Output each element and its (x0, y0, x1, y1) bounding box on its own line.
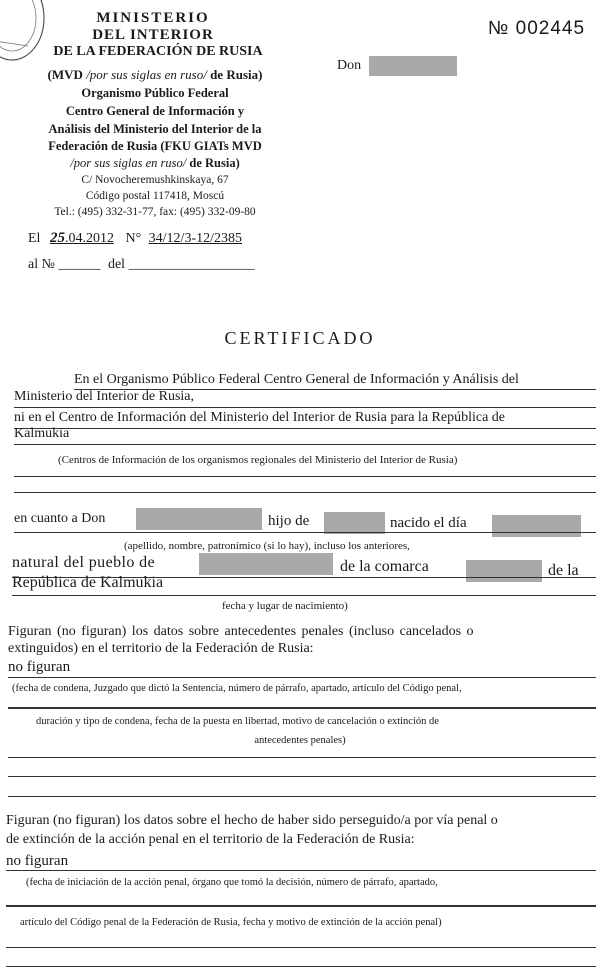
address-line3: Tel.: (495) 332-31-77, fax: (495) 332-09-80 (54, 206, 256, 218)
native-label: natural del pueblo de (12, 554, 156, 571)
address-line1: C/ Novocheremushkinskaya, 67 (81, 174, 229, 186)
org-statement-line4: Kalmukia (14, 426, 70, 441)
org-line3: Análisis del Ministerio del Interior de la (48, 122, 262, 136)
person-caption: (apellido, nombre, patronímico (si lo hay), incluso los anteriores, (124, 540, 410, 552)
de-la-label: de la (548, 562, 579, 579)
reference-row: al № ______ del __________________ (28, 257, 255, 272)
birth-date-redaction (492, 515, 581, 537)
ministry-name-line1: MINISTERIO (96, 10, 210, 26)
org-line1: Organismo Público Federal (81, 86, 229, 100)
records-question-line1: Figuran (no figuran) los datos sobre antecedentes penales (incluso cancelados o (8, 624, 474, 639)
son-of-label: hijo de (268, 513, 310, 529)
records-caption2: duración y tipo de condena, fecha de la puesta en libertad, motivo de cancelación o extinción de (36, 716, 439, 727)
org-caption: (Centros de Información de los organismos regionales del Ministerio del Interior de Rusia) (58, 454, 458, 466)
org-statement-line3: ni en el Centro de Información del Ministerio del Interior de Rusia para la República de (14, 410, 506, 425)
org-statement-line1: En el Organismo Público Federal Centro General de Información y Análisis del (74, 372, 519, 387)
republic-label: República de Kalmukia (12, 574, 164, 591)
ministry-name-line2: DEL INTERIOR (92, 27, 214, 43)
ministry-name-line3: DE LA FEDERACIÓN DE RUSIA (53, 44, 263, 59)
org-statement-line2: Ministerio del Interior de Rusia, (14, 389, 195, 404)
records-caption1: (fecha de condena, Juzgado que dictó la Sentencia, número de párrafo, apartado, artículo del Código penal, (12, 683, 462, 694)
district-label: de la comarca (340, 558, 429, 575)
prosecution-caption2: artículo del Código penal de la Federación de Rusia, fecha y motivo de extinción de la acción penal) (20, 917, 442, 928)
page-title: CERTIFICADO (224, 328, 376, 348)
issue-date-row: El 25.04.2012 N° 34/12/3-12/2385 (28, 230, 243, 246)
records-question-line2: extinguidos) en el territorio de la Federación de Rusia: (8, 641, 314, 656)
prosecution-caption1: (fecha de iniciación de la acción penal, órgano que tomó la decisión, número de párrafo, apartado, (26, 877, 438, 888)
prosecution-question-line1: Figuran (no figuran) los datos sobre el hecho de haber sido perseguido/a por vía penal o (6, 813, 498, 828)
prosecution-answer: no figuran (6, 853, 69, 869)
ministry-acronym: (MVD /por sus siglas en ruso/ de Rusia) (47, 67, 263, 82)
org-line2: Centro General de Información y (65, 104, 245, 118)
address-line2: Código postal 117418, Moscú (85, 190, 225, 202)
addressee-label: Don (337, 58, 362, 73)
person-name-redaction (136, 508, 262, 530)
org-line5: /por sus siglas en ruso/ de Rusia) (70, 156, 240, 170)
document-number: № 002445 (488, 18, 586, 39)
district-redaction (466, 560, 542, 582)
born-label: nacido el día (390, 515, 467, 531)
records-caption3: antecedentes penales) (254, 735, 346, 746)
person-label: en cuanto a Don (14, 511, 106, 526)
org-line4: Federación de Rusia (FKU GIATs MVD (48, 139, 262, 153)
birth-caption: fecha y lugar de nacimiento) (222, 600, 348, 612)
records-answer: no figuran (8, 659, 71, 675)
addressee-redaction (369, 56, 457, 76)
prosecution-question-line2: de extinción de la acción penal en el territorio de la Federación de Rusia: (6, 832, 415, 847)
village-redaction (199, 553, 333, 575)
parent-name-redaction (324, 512, 385, 534)
